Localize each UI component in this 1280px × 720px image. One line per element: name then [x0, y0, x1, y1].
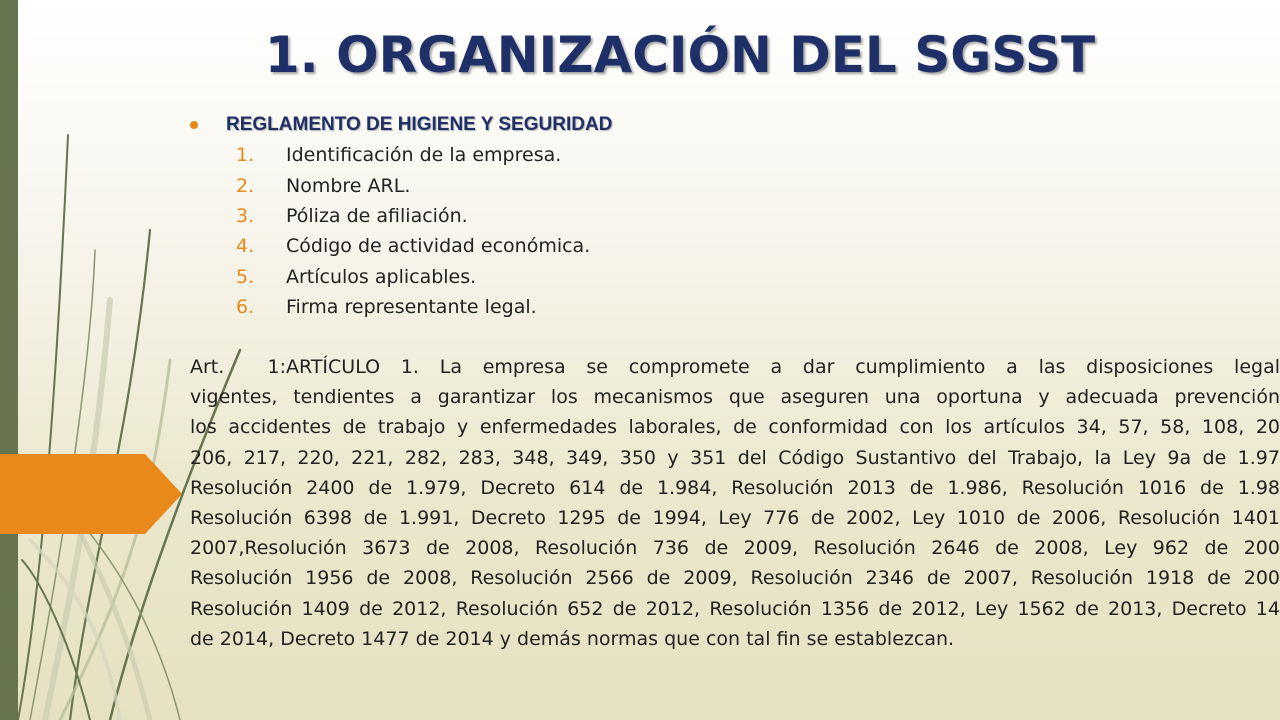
- list-item-number: 5.: [236, 265, 255, 288]
- article-line: Resolución 1409 de 2012, Resolución 652 de 2012, Resolución 1356 de 2012, Ley 1562 de 2013, Decreto 14: [190, 597, 1280, 620]
- article-label: Art. 1:: [190, 356, 286, 378]
- article-line: 206, 217, 220, 221, 282, 283, 348, 349, 350 y 351 del Código Sustantivo del Trabajo, la Ley 9a de 1.97: [190, 446, 1280, 469]
- list-item: [236, 262, 590, 292]
- list-item-number: 2.: [236, 174, 255, 197]
- article-line: Resolución 6398 de 1.991, Decreto 1295 de 1994, Ley 776 de 2002, Ley 1010 de 2006, Resolución 1401: [190, 507, 1280, 530]
- list-item-text: Firma representante legal.: [286, 296, 537, 319]
- list-item-number: 4.: [236, 235, 255, 258]
- section-heading-text: REGLAMENTO DE HIGIENE Y SEGURIDAD: [226, 114, 613, 135]
- article-line: de 2014, Decreto 1477 de 2014 y demás normas que con tal fin se establezcan.: [190, 627, 955, 650]
- slide-title: 1. ORGANIZACIÓN DEL SGSST: [264, 26, 1096, 84]
- requirements-list: [236, 140, 590, 322]
- orange-tab-shape: [0, 454, 182, 534]
- section-heading: [190, 114, 612, 136]
- list-item: [236, 170, 590, 200]
- list-item-text: Artículos aplicables.: [286, 265, 477, 288]
- list-item-text: Póliza de afiliación.: [286, 204, 468, 227]
- list-item-number: 6.: [236, 296, 255, 319]
- article-line: [190, 352, 1280, 382]
- article-line: 2007,Resolución 3673 de 2008, Resolución 736 de 2009, Resolución 2646 de 2008, Ley 962 de 200: [190, 537, 1280, 560]
- list-item-number: 3.: [236, 204, 255, 227]
- list-item-number: 1.: [236, 144, 255, 167]
- list-item-text: Nombre ARL.: [286, 174, 411, 197]
- list-item-text: Identificación de la empresa.: [286, 144, 562, 167]
- article-line-text: ARTÍCULO 1. La empresa se compromete a dar cumplimiento a las disposiciones legal: [286, 356, 1280, 378]
- list-item: [236, 201, 590, 231]
- list-item: [236, 231, 590, 261]
- list-item: [236, 292, 590, 322]
- article-line: Resolución 1956 de 2008, Resolución 2566 de 2009, Resolución 2346 de 2007, Resolución 1918 de 200: [190, 567, 1280, 590]
- list-item-text: Código de actividad económica.: [286, 235, 591, 258]
- bullet-icon: [190, 121, 198, 129]
- article-paragraph: [190, 352, 1280, 654]
- list-item: [236, 140, 590, 170]
- article-line: vigentes, tendientes a garantizar los mecanismos que aseguren una oportuna y adecuada prevención: [190, 386, 1280, 409]
- article-line: los accidentes de trabajo y enfermedades laborales, de conformidad con los artículos 34, 57, 58, 108, 20: [190, 416, 1280, 439]
- article-line: Resolución 2400 de 1.979, Decreto 614 de 1.984, Resolución 2013 de 1.986, Resolución 1016 de 1.98: [190, 476, 1280, 499]
